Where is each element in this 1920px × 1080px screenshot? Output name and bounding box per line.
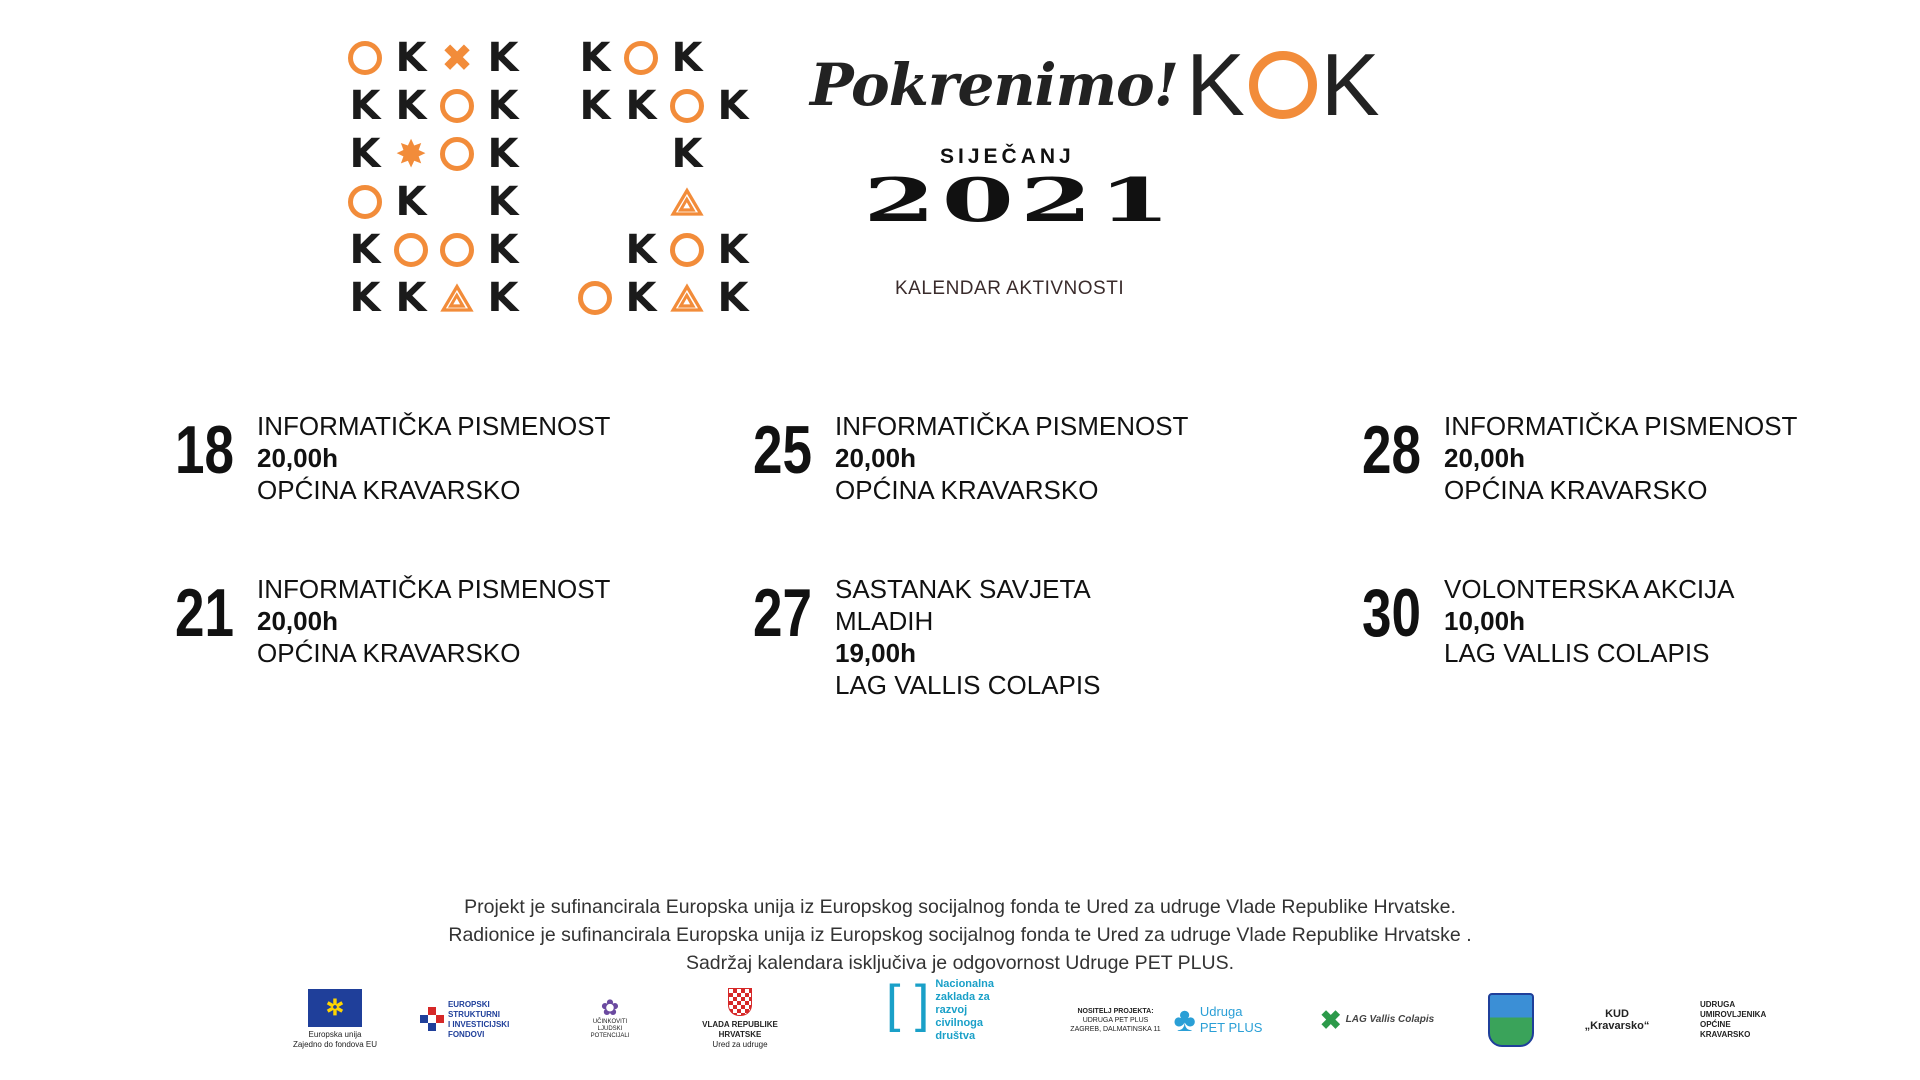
tile-k-icon: K <box>625 275 657 321</box>
umirovljenici-line2: UMIROVLJENIKA <box>1700 1010 1767 1019</box>
nositelj-line3: ZAGREB, DALMATINSKA 11 <box>1070 1025 1161 1033</box>
shield-icon <box>1488 993 1534 1047</box>
kud-logo <box>1572 1005 1662 1035</box>
event-info <box>257 410 610 506</box>
tile-k-icon: K <box>579 35 611 81</box>
event-title: VOLONTERSKA AKCIJA <box>1444 574 1735 604</box>
tile-k-icon: K <box>487 131 519 177</box>
tile-k-icon: K <box>395 275 427 321</box>
tile-k-icon: K <box>671 131 703 177</box>
digit-one <box>575 35 753 321</box>
event-info <box>835 410 1188 506</box>
esif-line1: EUROPSKI STRUKTURNI <box>447 1000 500 1019</box>
esif-squares-icon <box>420 1007 444 1033</box>
petplus-line1: Udruga <box>1199 1004 1243 1019</box>
vlada-line1: VLADA REPUBLIKE HRVATSKE <box>702 1020 778 1039</box>
lag-x-icon: ✖ <box>1319 1005 1342 1035</box>
event-item <box>175 573 610 669</box>
ljp-line1: UČINKOVITI <box>592 1018 628 1025</box>
ljp-flower-icon: ✿ <box>600 994 620 1020</box>
kud-line2: „Kravarsko“ <box>1584 1020 1650 1032</box>
event-day: 30 <box>1362 575 1421 651</box>
tile-ring-icon <box>437 134 477 174</box>
tile-ring-icon <box>575 278 615 318</box>
event-title: SASTANAK SAVJETA <box>835 574 1091 604</box>
tile-triangle-icon: ⟁ <box>440 276 474 320</box>
event-item <box>753 410 1188 506</box>
tile-ring-icon <box>437 230 477 270</box>
tile-ring-icon <box>391 230 431 270</box>
ljp-line3: POTENCIJALI <box>590 1032 630 1039</box>
tree-icon: ♣ <box>1173 1001 1196 1039</box>
kud-line1: KUD <box>1605 1008 1629 1020</box>
event-time: 20,00h <box>835 443 916 473</box>
brand-logo <box>810 35 1380 134</box>
event-title: INFORMATIČKA PISMENOST <box>257 574 611 604</box>
umirovljenici-line3: OPĆINE <box>1700 1020 1731 1029</box>
event-place: OPĆINA KRAVARSKO <box>835 475 1099 505</box>
event-day: 28 <box>1362 412 1421 488</box>
event-info <box>835 573 1100 701</box>
event-info <box>1444 410 1797 506</box>
nzrcd-line3: razvoj <box>935 1004 968 1016</box>
ljp-logo <box>580 988 640 1048</box>
tile-k-icon: K <box>625 83 657 129</box>
tile-ring-icon <box>437 86 477 126</box>
tile-k-icon: K <box>395 179 427 225</box>
nzrcd-line4: civilnoga <box>935 1017 984 1029</box>
footer-line-2: Radionice je sufinancirala Europska unija iz Europskog socijalnog fonda te Ured za udruge Vlade Republike Hrvatske . <box>448 924 1472 946</box>
tile-k-icon: K <box>487 35 519 81</box>
event-place: LAG VALLIS COLAPIS <box>835 670 1101 700</box>
event-item <box>1362 410 1797 506</box>
tile-ring-icon <box>621 38 661 78</box>
esif-logo <box>420 995 540 1045</box>
vlada-line2: Ured za udruge <box>712 1040 768 1049</box>
event-place: OPĆINA KRAVARSKO <box>257 638 521 668</box>
eu-flag-icon: ✲ <box>308 989 362 1027</box>
esif-line2: I INVESTICIJSKI FONDOVI <box>447 1020 510 1039</box>
footer-disclaimer <box>0 893 1920 977</box>
umirovljenici-line1: UDRUGA <box>1700 1000 1736 1009</box>
petplus-line2: PET PLUS <box>1199 1020 1263 1035</box>
tile-ring-icon <box>345 182 385 222</box>
nositelj-line1: NOSITELJ PROJEKTA: <box>1077 1007 1154 1015</box>
year-label: 2021 <box>863 164 1177 236</box>
tile-k-icon: K <box>395 35 427 81</box>
event-item <box>753 573 1100 701</box>
croatia-coat-of-arms-icon <box>728 988 752 1016</box>
umirovljenici-logo <box>1700 995 1790 1045</box>
tile-k-icon: K <box>717 83 749 129</box>
eu-logo <box>290 988 380 1050</box>
event-place: OPĆINA KRAVARSKO <box>1444 475 1708 505</box>
month-label: SIJEČANJ <box>940 145 1075 168</box>
event-time: 19,00h <box>835 638 916 668</box>
brand-k-left: K <box>1186 35 1245 134</box>
tile-ring-icon <box>345 38 385 78</box>
event-time: 10,00h <box>1444 606 1525 636</box>
eu-logo-line1: Europska unija <box>308 1029 362 1039</box>
tile-ring-icon <box>667 86 707 126</box>
digit-zero <box>345 35 523 321</box>
ljp-line2: LJUDSKI <box>597 1025 623 1032</box>
brand-kok <box>1186 35 1380 134</box>
event-time: 20,00h <box>257 443 338 473</box>
tile-cross-icon: ✖ <box>441 36 473 80</box>
tile-k-icon: K <box>487 83 519 129</box>
footer-line-3: Sadržaj kalendara isključiva je odgovornost Udruge PET PLUS. <box>685 952 1235 974</box>
event-day: 21 <box>175 575 234 651</box>
event-day: 18 <box>175 412 234 488</box>
event-place: OPĆINA KRAVARSKO <box>257 475 521 505</box>
nzrcd-logo <box>880 975 1000 1058</box>
event-info <box>257 573 610 669</box>
brand-k-right: K <box>1320 35 1380 134</box>
event-title: INFORMATIČKA PISMENOST <box>835 411 1189 441</box>
vlada-logo <box>680 988 800 1050</box>
event-item <box>175 410 610 506</box>
event-day: 25 <box>753 412 812 488</box>
brand-script: Pokrenimo! <box>810 51 1179 119</box>
nzrcd-line5: društva <box>935 1030 976 1042</box>
tile-k-icon: K <box>349 275 381 321</box>
event-day: 27 <box>753 575 812 651</box>
petplus-logo <box>1163 995 1273 1045</box>
nzrcd-line2: zaklada za <box>935 991 990 1003</box>
tile-k-icon: K <box>579 83 611 129</box>
nzrcd-line1: Nacionalna <box>935 978 995 990</box>
brand-o-ring <box>1249 51 1317 119</box>
tile-k-icon: K <box>625 227 657 273</box>
event-time: 20,00h <box>257 606 338 636</box>
tile-k-icon: K <box>717 275 749 321</box>
tile-triangle-icon: ⟁ <box>670 276 704 320</box>
event-title: INFORMATIČKA PISMENOST <box>1444 411 1798 441</box>
tile-ring-icon <box>667 230 707 270</box>
event-time: 20,00h <box>1444 443 1525 473</box>
tile-k-icon: K <box>349 83 381 129</box>
calendar-subtitle: KALENDAR AKTIVNOSTI <box>895 278 1125 299</box>
tile-k-icon: K <box>349 227 381 273</box>
tile-k-icon: K <box>487 227 519 273</box>
footer-line-1: Projekt je sufinancirala Europska unija iz Europskog socijalnog fonda te Ured za udruge Vlade Republike Hrvatske. <box>464 896 1456 918</box>
tile-star-icon: ✸ <box>395 132 427 176</box>
tile-k-icon: K <box>487 275 519 321</box>
tile-k-icon: K <box>487 179 519 225</box>
event-info <box>1444 573 1734 669</box>
eu-logo-line2: Zajedno do fondova EU <box>292 1039 378 1049</box>
lag-logo <box>1312 1005 1442 1035</box>
tile-k-icon: K <box>717 227 749 273</box>
umirovljenici-line4: KRAVARSKO <box>1700 1030 1751 1039</box>
event-title: INFORMATIČKA PISMENOST <box>257 411 611 441</box>
lag-label: LAG Vallis Colapis <box>1345 1014 1435 1025</box>
tile-k-icon: K <box>349 131 381 177</box>
bracket-icon: [ ] <box>885 975 930 1033</box>
kravarsko-coat-of-arms <box>1487 992 1535 1048</box>
nositelj-line2: UDRUGA PET PLUS <box>1082 1016 1149 1024</box>
event-title-line2: MLADIH <box>835 606 934 636</box>
event-place: LAG VALLIS COLAPIS <box>1444 638 1710 668</box>
tile-triangle-icon: ⟁ <box>670 180 704 224</box>
tile-k-icon: K <box>671 35 703 81</box>
event-item <box>1362 573 1734 669</box>
nositelj-projekta <box>1068 1000 1163 1040</box>
tile-k-icon: K <box>395 83 427 129</box>
